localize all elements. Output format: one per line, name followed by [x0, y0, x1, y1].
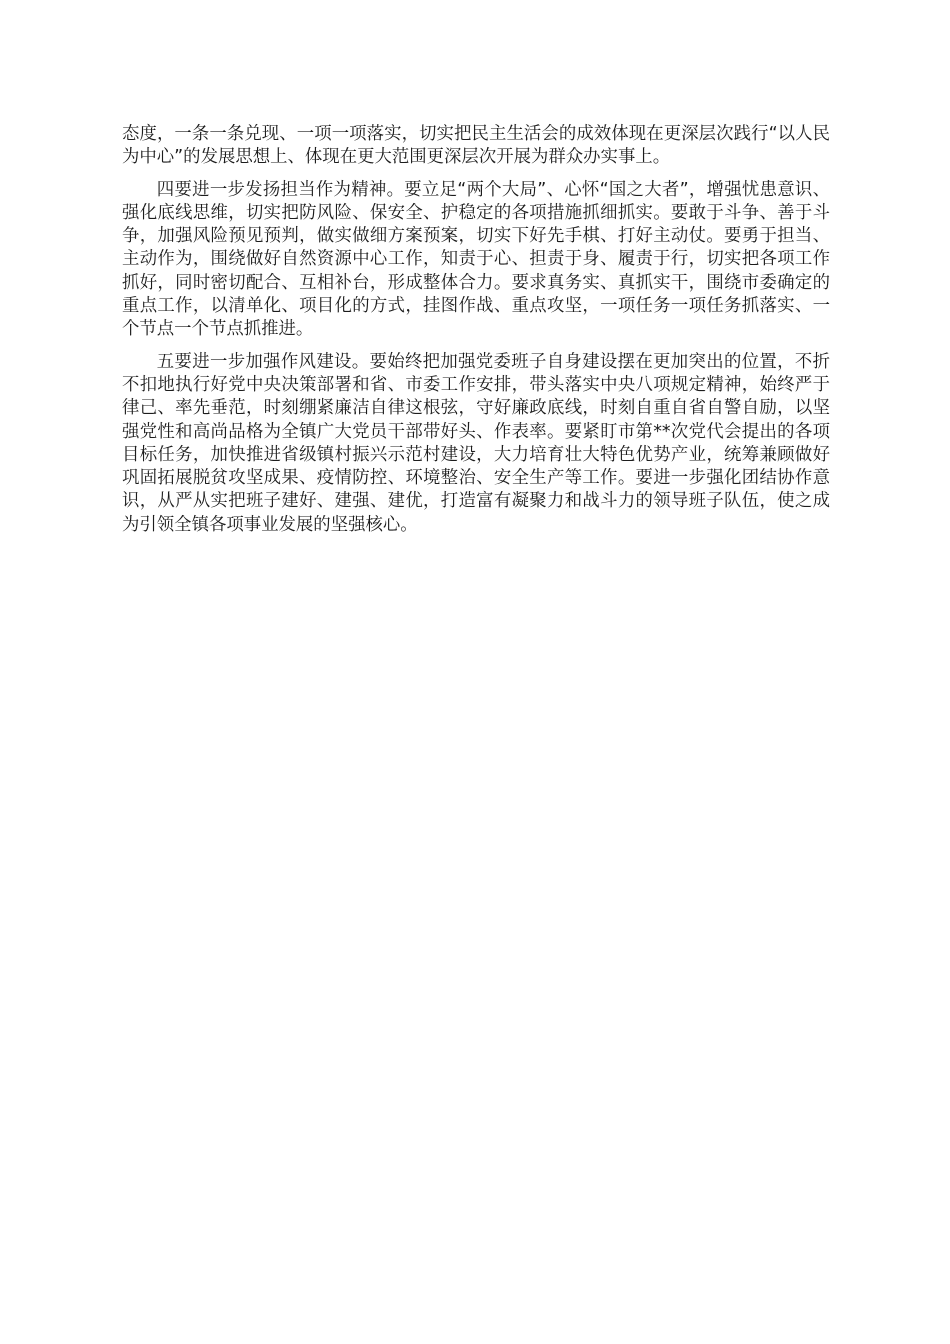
- paragraph-continuation: 态度，一条一条兑现、一项一项落实，切实把民主生活会的成效体现在更深层次践行“以人民为中心”的发展思想上、体现在更大范围更深层次开展为群众办实事上。: [122, 124, 830, 168]
- paragraph-four: 四要进一步发扬担当作为精神。要立足“两个大局”、心怀“国之大者”，增强忧患意识、强化底线思维，切实把防风险、保安全、护稳定的各项措施抓细抓实。要敢于斗争、善于斗争，加强风险预见预判，做实做细方案预案，切实下好先手棋、打好主动仗。要勇于担当、主动作为，围绕做好自然资源中心工作，知责于心、担责于身、履责于行，切实把各项工作抓好，同时密切配合、互相补台，形成整体合力。要求真务实、真抓实干，围绕市委确定的重点工作，以清单化、项目化的方式，挂图作战、重点攻坚，一项任务一项任务抓落实、一个节点一个节点抓推进。: [122, 179, 830, 340]
- paragraph-five: 五要进一步加强作风建设。要始终把加强党委班子自身建设摆在更加突出的位置，不折不扣地执行好党中央决策部署和省、市委工作安排，带头落实中央八项规定精神，始终严于律己、率先垂范，时刻绷紧廉洁自律这根弦，守好廉政底线，时刻自重自省自警自励，以坚强党性和高尚品格为全镇广大党员干部带好头、作表率。要紧盯市第**次党代会提出的各项目标任务，加快推进省级镇村振兴示范村建设，大力培育壮大特色优势产业，统筹兼顾做好巩固拓展脱贫攻坚成果、疫情防控、环境整治、安全生产等工作。要进一步强化团结协作意识，从严从实把班子建好、建强、建优，打造富有凝聚力和战斗力的领导班子队伍，使之成为引领全镇各项事业发展的坚强核心。: [122, 351, 830, 535]
- document-body: [122, 123, 830, 546]
